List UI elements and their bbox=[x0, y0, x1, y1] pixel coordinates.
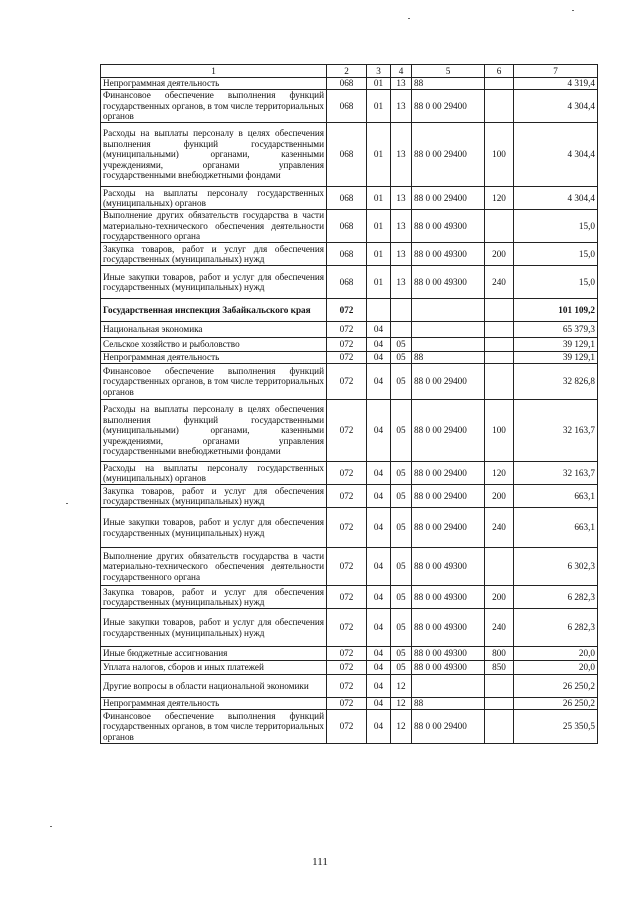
row-name-cell: Национальная экономика bbox=[101, 322, 327, 338]
row-name-cell: Финансовое обеспечение выполнения функций государственных органов, в том числе территориальных органов bbox=[101, 364, 327, 400]
target-article-cell bbox=[412, 675, 485, 698]
table-row bbox=[101, 675, 598, 698]
ministry-code-cell: 068 bbox=[327, 90, 367, 123]
table-row bbox=[101, 90, 598, 123]
section-code-cell: 01 bbox=[367, 78, 391, 90]
row-name-cell: Непрограммная деятельность bbox=[101, 352, 327, 364]
subsection-code-cell: 13 bbox=[391, 210, 412, 243]
column-header-1: 1 bbox=[101, 65, 327, 78]
row-name-cell: Закупка товаров, работ и услуг для обеспечения государственных (муниципальных) нужд bbox=[101, 243, 327, 266]
table-row bbox=[101, 548, 598, 586]
section-code-cell: 04 bbox=[367, 647, 391, 661]
expense-type-cell bbox=[485, 352, 514, 364]
target-article-cell: 88 0 00 49300 bbox=[412, 266, 485, 299]
ministry-code-cell: 072 bbox=[327, 675, 367, 698]
section-code-cell: 04 bbox=[367, 548, 391, 586]
row-name-cell: Расходы на выплаты персоналу государственных (муниципальных) органов bbox=[101, 462, 327, 485]
row-name-cell: Выполнение других обязательств государства в части материально-технического обеспечения деятельности государственного органа bbox=[101, 548, 327, 586]
row-name-cell: Другие вопросы в области национальной экономики bbox=[101, 675, 327, 698]
subsection-code-cell: 05 bbox=[391, 548, 412, 586]
target-article-cell: 88 bbox=[412, 698, 485, 710]
table-row bbox=[101, 508, 598, 548]
row-name-cell: Государственная инспекция Забайкальского края bbox=[101, 299, 327, 322]
expense-type-cell bbox=[485, 675, 514, 698]
section-code-cell: 04 bbox=[367, 338, 391, 352]
amount-cell: 39 129,1 bbox=[514, 352, 598, 364]
column-header-5: 5 bbox=[412, 65, 485, 78]
expense-type-cell: 100 bbox=[485, 400, 514, 462]
row-name-cell: Финансовое обеспечение выполнения функций государственных органов, в том числе территориальных органов bbox=[101, 90, 327, 123]
target-article-cell: 88 0 00 29400 bbox=[412, 187, 485, 210]
row-name-cell: Уплата налогов, сборов и иных платежей bbox=[101, 661, 327, 675]
target-article-cell bbox=[412, 322, 485, 338]
ministry-code-cell: 068 bbox=[327, 266, 367, 299]
row-name-cell: Иные бюджетные ассигнования bbox=[101, 647, 327, 661]
subsection-code-cell: 05 bbox=[391, 586, 412, 609]
amount-cell: 39 129,1 bbox=[514, 338, 598, 352]
expense-type-cell bbox=[485, 710, 514, 744]
amount-cell: 4 319,4 bbox=[514, 78, 598, 90]
scan-speck bbox=[572, 10, 574, 11]
section-code-cell: 01 bbox=[367, 90, 391, 123]
section-code-cell: 04 bbox=[367, 400, 391, 462]
amount-cell: 32 163,7 bbox=[514, 400, 598, 462]
table-row bbox=[101, 462, 598, 485]
row-name-cell: Закупка товаров, работ и услуг для обеспечения государственных (муниципальных) нужд bbox=[101, 586, 327, 609]
amount-cell: 6 282,3 bbox=[514, 586, 598, 609]
target-article-cell: 88 0 00 49300 bbox=[412, 548, 485, 586]
subsection-code-cell: 05 bbox=[391, 508, 412, 548]
row-name-cell: Иные закупки товаров, работ и услуг для обеспечения государственных (муниципальных) нужд bbox=[101, 508, 327, 548]
ministry-code-cell: 072 bbox=[327, 586, 367, 609]
subsection-code-cell: 13 bbox=[391, 90, 412, 123]
ministry-code-cell: 068 bbox=[327, 187, 367, 210]
target-article-cell: 88 0 00 29400 bbox=[412, 123, 485, 187]
subsection-code-cell: 13 bbox=[391, 123, 412, 187]
ministry-code-cell: 072 bbox=[327, 609, 367, 647]
expense-type-cell bbox=[485, 78, 514, 90]
table-row bbox=[101, 485, 598, 508]
row-name-cell: Расходы на выплаты персоналу государственных (муниципальных) органов bbox=[101, 187, 327, 210]
subsection-code-cell: 05 bbox=[391, 400, 412, 462]
column-header-6: 6 bbox=[485, 65, 514, 78]
amount-cell: 101 109,2 bbox=[514, 299, 598, 322]
ministry-code-cell: 068 bbox=[327, 210, 367, 243]
table-row bbox=[101, 364, 598, 400]
amount-cell: 6 302,3 bbox=[514, 548, 598, 586]
section-code-cell: 04 bbox=[367, 675, 391, 698]
column-header-3: 3 bbox=[367, 65, 391, 78]
target-article-cell: 88 0 00 49300 bbox=[412, 243, 485, 266]
column-header-7: 7 bbox=[514, 65, 598, 78]
target-article-cell: 88 0 00 29400 bbox=[412, 462, 485, 485]
ministry-code-cell: 072 bbox=[327, 698, 367, 710]
section-code-cell: 04 bbox=[367, 698, 391, 710]
expense-type-cell bbox=[485, 299, 514, 322]
table-row bbox=[101, 352, 598, 364]
section-code-cell: 04 bbox=[367, 508, 391, 548]
column-header-4: 4 bbox=[391, 65, 412, 78]
page-number: 111 bbox=[312, 856, 328, 868]
row-name-cell: Иные закупки товаров, работ и услуг для обеспечения государственных (муниципальных) нужд bbox=[101, 609, 327, 647]
section-code-cell: 04 bbox=[367, 710, 391, 744]
ministry-code-cell: 068 bbox=[327, 243, 367, 266]
row-name-cell: Непрограммная деятельность bbox=[101, 78, 327, 90]
section-code-cell: 01 bbox=[367, 210, 391, 243]
amount-cell: 15,0 bbox=[514, 210, 598, 243]
expense-type-cell bbox=[485, 364, 514, 400]
expense-type-cell: 200 bbox=[485, 586, 514, 609]
amount-cell: 25 350,5 bbox=[514, 710, 598, 744]
section-code-cell: 04 bbox=[367, 586, 391, 609]
table-row bbox=[101, 710, 598, 744]
expense-type-cell: 240 bbox=[485, 508, 514, 548]
ministry-code-cell: 072 bbox=[327, 400, 367, 462]
table-row bbox=[101, 123, 598, 187]
section-code-cell: 01 bbox=[367, 243, 391, 266]
target-article-cell: 88 bbox=[412, 352, 485, 364]
amount-cell: 15,0 bbox=[514, 266, 598, 299]
amount-cell: 4 304,4 bbox=[514, 90, 598, 123]
column-header-2: 2 bbox=[327, 65, 367, 78]
expense-type-cell bbox=[485, 548, 514, 586]
target-article-cell: 88 0 00 29400 bbox=[412, 710, 485, 744]
amount-cell: 26 250,2 bbox=[514, 675, 598, 698]
table-row bbox=[101, 609, 598, 647]
expense-type-cell: 200 bbox=[485, 485, 514, 508]
amount-cell: 663,1 bbox=[514, 485, 598, 508]
table-row bbox=[101, 210, 598, 243]
table-row bbox=[101, 647, 598, 661]
scan-speck bbox=[50, 826, 52, 827]
expense-type-cell: 240 bbox=[485, 266, 514, 299]
row-name-cell: Закупка товаров, работ и услуг для обеспечения государственных (муниципальных) нужд bbox=[101, 485, 327, 508]
expense-type-cell bbox=[485, 210, 514, 243]
target-article-cell bbox=[412, 338, 485, 352]
table-row bbox=[101, 400, 598, 462]
expense-type-cell bbox=[485, 90, 514, 123]
table-row bbox=[101, 187, 598, 210]
target-article-cell: 88 0 00 49300 bbox=[412, 609, 485, 647]
table-row bbox=[101, 338, 598, 352]
subsection-code-cell: 12 bbox=[391, 710, 412, 744]
expense-type-cell: 120 bbox=[485, 462, 514, 485]
expense-type-cell: 800 bbox=[485, 647, 514, 661]
ministry-code-cell: 068 bbox=[327, 123, 367, 187]
table-row bbox=[101, 586, 598, 609]
target-article-cell: 88 0 00 29400 bbox=[412, 485, 485, 508]
section-code-cell: 04 bbox=[367, 364, 391, 400]
ministry-code-cell: 072 bbox=[327, 508, 367, 548]
subsection-code-cell: 05 bbox=[391, 338, 412, 352]
table-row bbox=[101, 322, 598, 338]
amount-cell: 32 163,7 bbox=[514, 462, 598, 485]
subsection-code-cell: 12 bbox=[391, 698, 412, 710]
target-article-cell: 88 0 00 29400 bbox=[412, 400, 485, 462]
section-code-cell: 04 bbox=[367, 661, 391, 675]
expense-type-cell: 850 bbox=[485, 661, 514, 675]
amount-cell: 65 379,3 bbox=[514, 322, 598, 338]
table-row bbox=[101, 243, 598, 266]
ministry-code-cell: 072 bbox=[327, 299, 367, 322]
table-row bbox=[101, 78, 598, 90]
expense-type-cell: 200 bbox=[485, 243, 514, 266]
target-article-cell: 88 0 00 49300 bbox=[412, 586, 485, 609]
row-name-cell: Финансовое обеспечение выполнения функций государственных органов, в том числе территориальных органов bbox=[101, 710, 327, 744]
row-name-cell: Непрограммная деятельность bbox=[101, 698, 327, 710]
amount-cell: 15,0 bbox=[514, 243, 598, 266]
subsection-code-cell: 05 bbox=[391, 647, 412, 661]
subsection-code-cell: 13 bbox=[391, 78, 412, 90]
section-code-cell: 04 bbox=[367, 462, 391, 485]
subsection-code-cell: 05 bbox=[391, 485, 412, 508]
section-code-cell: 01 bbox=[367, 266, 391, 299]
subsection-code-cell: 05 bbox=[391, 609, 412, 647]
subsection-code-cell bbox=[391, 322, 412, 338]
section-code-cell: 04 bbox=[367, 352, 391, 364]
target-article-cell: 88 bbox=[412, 78, 485, 90]
subsection-code-cell: 05 bbox=[391, 352, 412, 364]
amount-cell: 663,1 bbox=[514, 508, 598, 548]
ministry-code-cell: 072 bbox=[327, 338, 367, 352]
subsection-code-cell: 13 bbox=[391, 266, 412, 299]
expense-type-cell: 100 bbox=[485, 123, 514, 187]
section-code-cell: 04 bbox=[367, 609, 391, 647]
row-name-cell: Сельское хозяйство и рыболовство bbox=[101, 338, 327, 352]
row-name-cell: Расходы на выплаты персоналу в целях обеспечения выполнения функций государственными (муниципальными) органами, казенными учреждениями, органами управления государственными внебюджетными фондами bbox=[101, 400, 327, 462]
amount-cell: 26 250,2 bbox=[514, 698, 598, 710]
ministry-code-cell: 072 bbox=[327, 647, 367, 661]
subsection-code-cell: 12 bbox=[391, 675, 412, 698]
ministry-code-cell: 072 bbox=[327, 661, 367, 675]
amount-cell: 4 304,4 bbox=[514, 187, 598, 210]
target-article-cell bbox=[412, 299, 485, 322]
row-name-cell: Иные закупки товаров, работ и услуг для обеспечения государственных (муниципальных) нужд bbox=[101, 266, 327, 299]
scan-speck bbox=[408, 18, 410, 19]
ministry-code-cell: 072 bbox=[327, 710, 367, 744]
expense-type-cell bbox=[485, 698, 514, 710]
ministry-code-cell: 072 bbox=[327, 364, 367, 400]
scan-speck bbox=[66, 503, 68, 504]
row-name-cell: Выполнение других обязательств государства в части материально-технического обеспечения деятельности государственного органа bbox=[101, 210, 327, 243]
ministry-code-cell: 072 bbox=[327, 462, 367, 485]
ministry-code-cell: 072 bbox=[327, 485, 367, 508]
ministry-code-cell: 072 bbox=[327, 322, 367, 338]
section-code-cell: 04 bbox=[367, 485, 391, 508]
amount-cell: 32 826,8 bbox=[514, 364, 598, 400]
amount-cell: 20,0 bbox=[514, 661, 598, 675]
table-row bbox=[101, 661, 598, 675]
table-row bbox=[101, 299, 598, 322]
table-row bbox=[101, 698, 598, 710]
expense-type-cell: 120 bbox=[485, 187, 514, 210]
subsection-code-cell: 13 bbox=[391, 243, 412, 266]
target-article-cell: 88 0 00 29400 bbox=[412, 508, 485, 548]
subsection-code-cell: 05 bbox=[391, 364, 412, 400]
amount-cell: 4 304,4 bbox=[514, 123, 598, 187]
ministry-code-cell: 072 bbox=[327, 548, 367, 586]
ministry-code-cell: 072 bbox=[327, 352, 367, 364]
section-code-cell bbox=[367, 299, 391, 322]
section-code-cell: 01 bbox=[367, 123, 391, 187]
target-article-cell: 88 0 00 29400 bbox=[412, 364, 485, 400]
expense-type-cell bbox=[485, 338, 514, 352]
subsection-code-cell: 05 bbox=[391, 661, 412, 675]
budget-table bbox=[100, 64, 598, 744]
amount-cell: 20,0 bbox=[514, 647, 598, 661]
target-article-cell: 88 0 00 49300 bbox=[412, 647, 485, 661]
table-header-row bbox=[101, 65, 598, 78]
subsection-code-cell bbox=[391, 299, 412, 322]
subsection-code-cell: 13 bbox=[391, 187, 412, 210]
section-code-cell: 01 bbox=[367, 187, 391, 210]
target-article-cell: 88 0 00 49300 bbox=[412, 210, 485, 243]
row-name-cell: Расходы на выплаты персоналу в целях обеспечения выполнения функций государственными (муниципальными) органами, казенными учреждениями, органами управления государственными внебюджетными фондами bbox=[101, 123, 327, 187]
amount-cell: 6 282,3 bbox=[514, 609, 598, 647]
target-article-cell: 88 0 00 29400 bbox=[412, 90, 485, 123]
expense-type-cell: 240 bbox=[485, 609, 514, 647]
expense-type-cell bbox=[485, 322, 514, 338]
budget-table-body bbox=[101, 65, 598, 744]
section-code-cell: 04 bbox=[367, 322, 391, 338]
target-article-cell: 88 0 00 49300 bbox=[412, 661, 485, 675]
ministry-code-cell: 068 bbox=[327, 78, 367, 90]
subsection-code-cell: 05 bbox=[391, 462, 412, 485]
table-row bbox=[101, 266, 598, 299]
